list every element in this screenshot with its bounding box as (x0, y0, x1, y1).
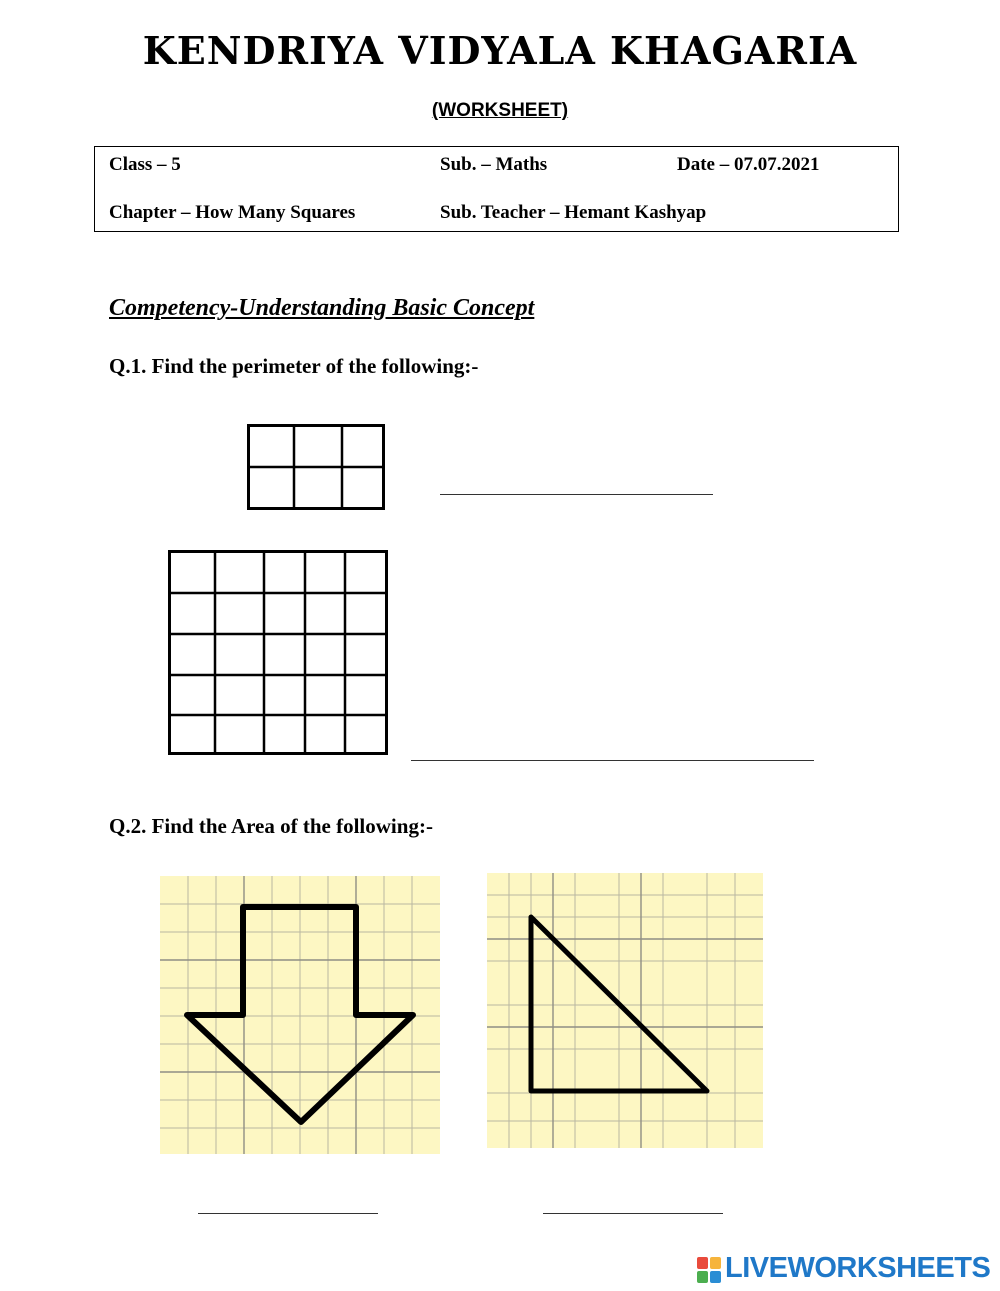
question-1: Q.1. Find the perimeter of the following:- (109, 354, 479, 378)
worksheet-label: (WORKSHEET) (431, 100, 569, 121)
perimeter-grid-small (247, 424, 385, 510)
area-grid-triangle (487, 873, 763, 1148)
liveworksheets-logo-icon (697, 1257, 721, 1283)
answer-line-1a[interactable] (440, 494, 713, 495)
liveworksheets-brand: LIVEWORKSHEETS (725, 1252, 991, 1284)
chapter-label: Chapter – How Many Squares (109, 202, 356, 223)
area-grid-arrow (160, 876, 440, 1154)
teacher-label: Sub. Teacher – Hemant Kashyap (440, 202, 707, 223)
date-label: Date – 07.07.2021 (677, 154, 820, 175)
answer-line-2b[interactable] (543, 1213, 723, 1214)
question-2: Q.2. Find the Area of the following:- (109, 814, 433, 838)
school-title: KENDRIYA VIDYALA KHAGARIA (142, 28, 858, 73)
perimeter-grid-large (168, 550, 388, 755)
competency-heading: Competency-Understanding Basic Concept (109, 295, 535, 321)
subject-label: Sub. – Maths (440, 154, 548, 175)
class-label: Class – 5 (109, 154, 181, 175)
answer-line-2a[interactable] (198, 1213, 378, 1214)
answer-line-1b[interactable] (411, 760, 814, 761)
